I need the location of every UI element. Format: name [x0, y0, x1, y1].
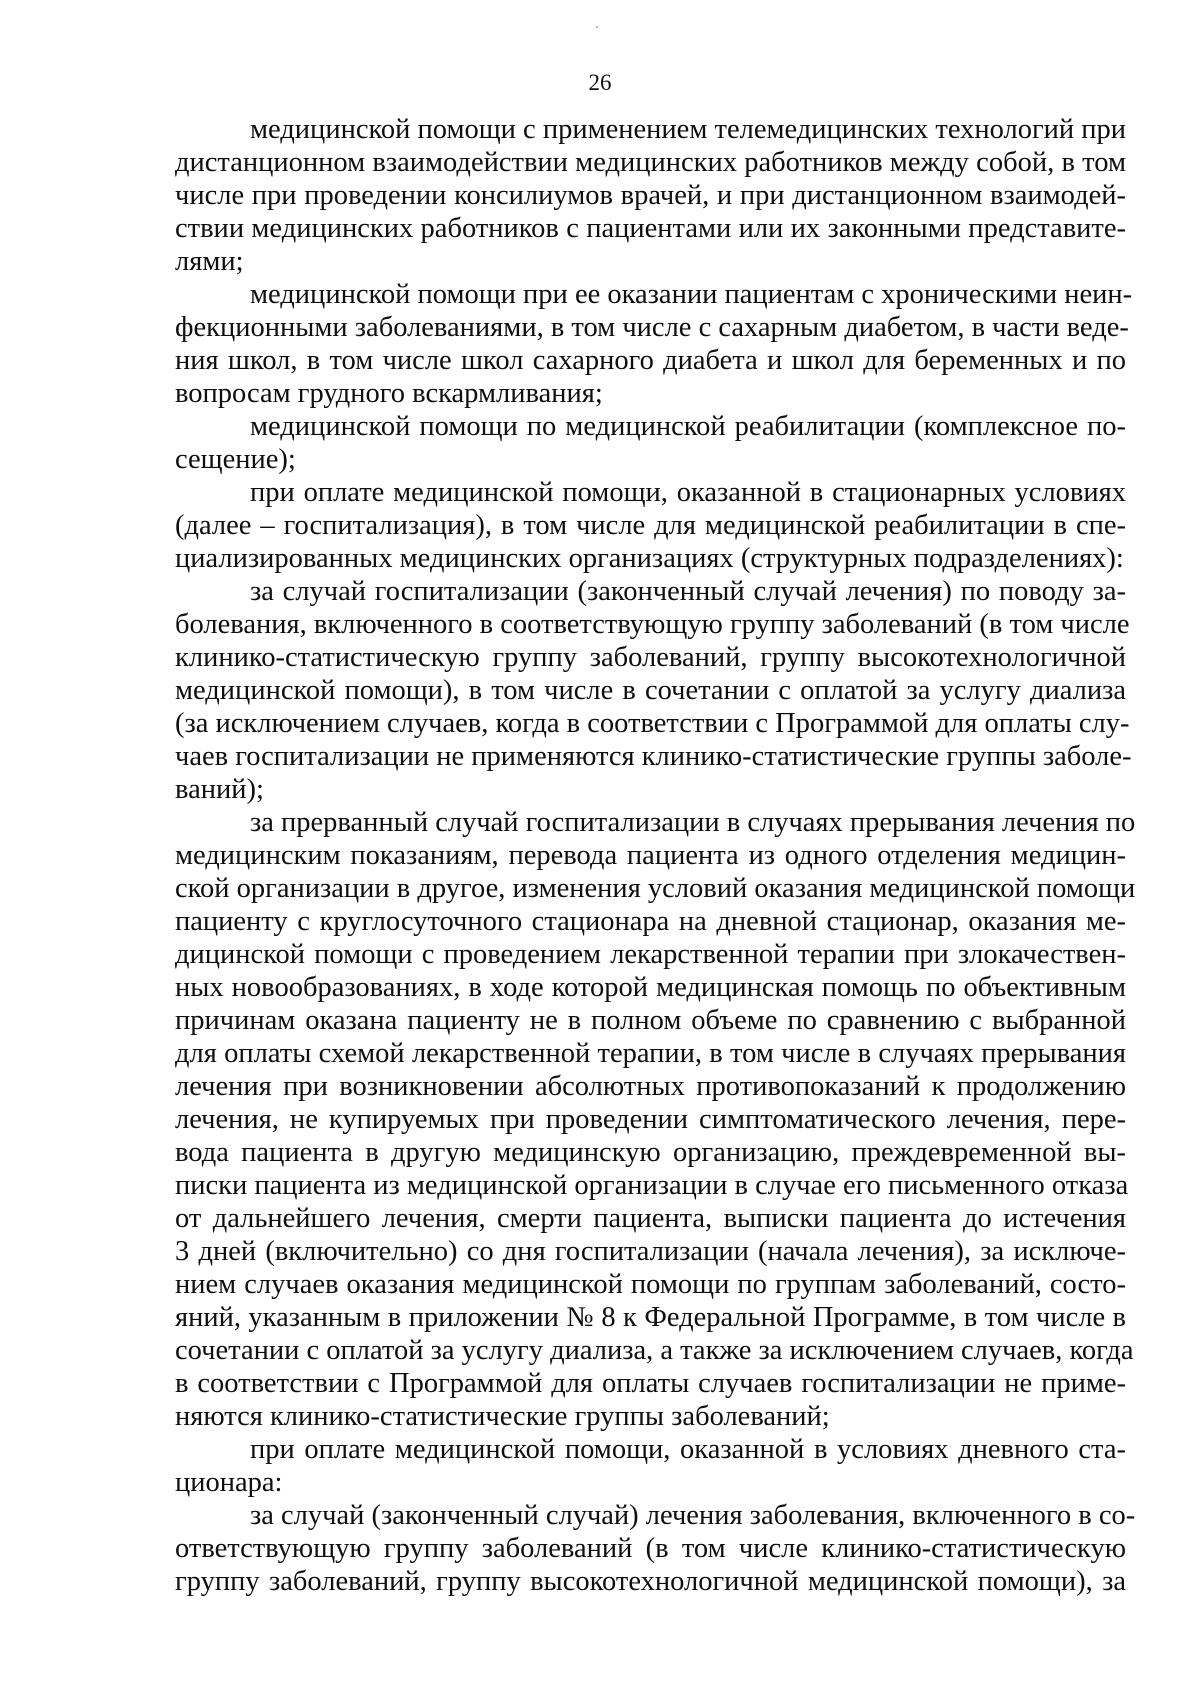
text-line: ствии медицинских работников с пациентами или их законными представите- — [175, 213, 1126, 244]
text-line: циализированных медицинских организациях (структурных подразделениях): — [175, 543, 1124, 574]
text-line: лечения, не купируемых при проведении симптоматического лечения, пере- — [175, 1104, 1126, 1135]
text-line: за прерванный случай госпитализации в случаях прерывания лечения по — [250, 807, 1136, 838]
text-line: (далее – госпитализация), в том числе для медицинской реабилитации в спе- — [175, 510, 1126, 541]
scan-dot-mark — [596, 26, 598, 28]
text-line: (за исключением случаев, когда в соответствии с Программой для оплаты слу- — [175, 708, 1130, 739]
text-line: от дальнейшего лечения, смерти пациента, выписки пациента до истечения — [175, 1203, 1126, 1234]
text-line: при оплате медицинской помощи, оказанной в условиях дневного ста- — [250, 1434, 1126, 1465]
text-line: чаев госпитализации не применяются клинико-статистические группы заболе- — [175, 741, 1132, 772]
text-line: медицинской помощи с применением телемедицинских технологий при — [250, 114, 1127, 145]
text-line: вода пациента в другую медицинскую организацию, преждевременной вы- — [175, 1137, 1126, 1168]
text-line: сочетании с оплатой за услугу диализа, а также за исключением случаев, когда — [175, 1335, 1134, 1366]
body-text — [175, 113, 1136, 1598]
text-line: в соответствии с Программой для оплаты случаев госпитализации не приме- — [175, 1368, 1126, 1399]
text-line: 3 дней (включительно) со дня госпитализации (начала лечения), за исключе- — [175, 1236, 1126, 1267]
text-line: ционара: — [175, 1467, 283, 1498]
text-line: медицинским показаниям, перевода пациента из одного отделения медицин- — [175, 840, 1126, 871]
page-number: 26 — [588, 70, 612, 95]
text-line: числе при проведении консилиумов врачей, и при дистанционном взаимодей- — [175, 180, 1126, 211]
text-line: медицинской помощи), в том числе в сочетании с оплатой за услугу диализа — [175, 675, 1126, 706]
text-line: медицинской помощи при ее оказании пациентам с хроническими неин- — [250, 279, 1133, 310]
text-line: пациенту с круглосуточного стационара на дневной стационар, оказания ме- — [175, 906, 1126, 937]
text-line: медицинской помощи по медицинской реабилитации (комплексное по- — [250, 411, 1126, 442]
text-line: яний, указанным в приложении № 8 к Федеральной Программе, в том числе в — [175, 1302, 1126, 1333]
text-line: писки пациента из медицинской организации в случае его письменного отказа — [175, 1170, 1129, 1201]
text-line: причинам оказана пациенту не в полном объеме по сравнению с выбранной — [175, 1005, 1126, 1036]
text-line: лечения при возникновении абсолютных противопоказаний к продолжению — [175, 1071, 1126, 1102]
text-line: ных новообразованиях, в ходе которой медицинская помощь по объективным — [175, 972, 1126, 1003]
text-line: ния школ, в том числе школ сахарного диабета и школ для беременных и по — [175, 345, 1126, 376]
text-line: сещение); — [175, 444, 296, 475]
text-line: вопросам грудного вскармливания; — [175, 378, 603, 409]
text-line: дистанционном взаимодействии медицинских работников между собой, в том — [175, 147, 1126, 178]
text-line: за случай (законченный случай) лечения заболевания, включенного в со- — [250, 1500, 1136, 1531]
text-line: при оплате медицинской помощи, оказанной в стационарных условиях — [250, 477, 1126, 508]
text-line: ской организации в другое, изменения условий оказания медицинской помощи — [175, 873, 1136, 904]
text-line: болевания, включенного в соответствующую группу заболеваний (в том числе — [175, 609, 1130, 640]
text-line: за случай госпитализации (законченный случай лечения) по поводу за- — [250, 576, 1126, 607]
text-line: дицинской помощи с проведением лекарственной терапии при злокачествен- — [175, 939, 1126, 970]
text-line: ваний); — [175, 774, 264, 805]
text-line: нием случаев оказания медицинской помощи по группам заболеваний, состо- — [175, 1269, 1126, 1300]
text-line: лями; — [175, 246, 244, 277]
text-line: группу заболеваний, группу высокотехнологичной медицинской помощи), за — [175, 1566, 1126, 1597]
text-line: няются клинико-статистические группы заболеваний; — [175, 1401, 830, 1432]
text-line: ответствующую группу заболеваний (в том числе клинико-статистическую — [175, 1533, 1126, 1564]
text-line: для оплаты схемой лекарственной терапии, в том числе в случаях прерывания — [175, 1038, 1126, 1069]
text-line: клинико-статистическую группу заболеваний, группу высокотехнологичной — [175, 642, 1126, 673]
text-line: фекционными заболеваниями, в том числе с сахарным диабетом, в части веде- — [175, 312, 1129, 343]
